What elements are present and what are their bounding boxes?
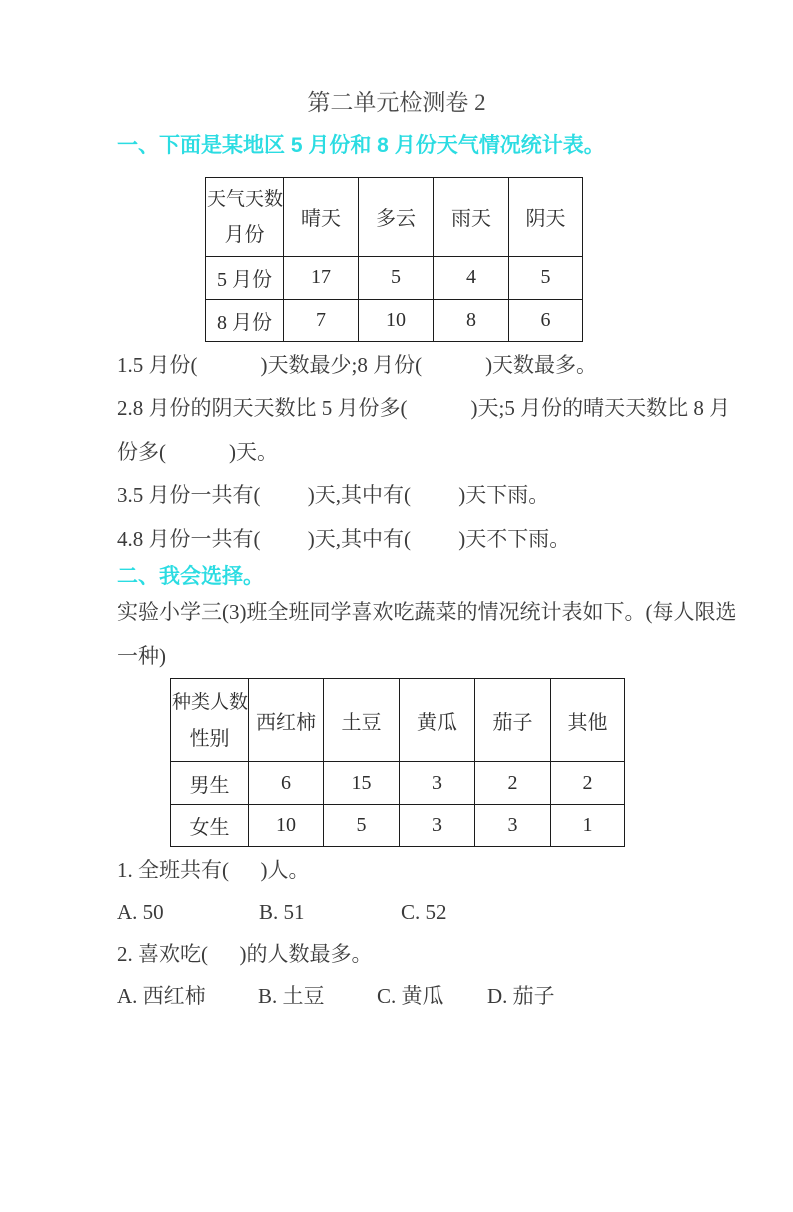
- table-cell: 2: [551, 762, 625, 805]
- corner-label-gender: 性别: [189, 728, 230, 751]
- table-row-may: [206, 256, 583, 299]
- option-a: A. 50: [117, 900, 164, 925]
- col-header-other: 其他: [551, 679, 625, 762]
- section-2-intro: [117, 591, 793, 678]
- col-header-cucumber: 黄瓜: [400, 679, 475, 762]
- weather-table-corner-cell: [206, 177, 284, 256]
- table-row-august: [206, 299, 583, 341]
- question-1: 1.5 月份( )天数最少;8 月份( )天数最多。: [117, 352, 598, 377]
- corner-label-month: 月份: [224, 224, 265, 247]
- col-header-sunny: 晴天: [284, 177, 359, 256]
- table-cell: 3: [400, 805, 475, 847]
- worksheet-page: [0, 90, 793, 1212]
- section-1-heading: 一、下面是某地区 5 月份和 8 月份天气情况统计表。: [117, 134, 605, 158]
- table-cell: 8: [434, 299, 509, 341]
- table-cell: 10: [249, 805, 324, 847]
- table-cell: 3: [475, 805, 551, 847]
- choice-question-2-options: [117, 975, 793, 1017]
- table-cell: 4: [434, 256, 509, 299]
- table-cell: 5: [359, 256, 434, 299]
- col-header-cloudy: 多云: [359, 177, 434, 256]
- weather-table: [205, 177, 583, 342]
- table-cell: 5: [509, 256, 583, 299]
- corner-label-category: 种类人数: [172, 692, 249, 714]
- section-2-heading: 二、我会选择。: [117, 565, 264, 589]
- vegetable-table: [170, 678, 625, 847]
- intro-line-1: 实验小学三(3)班全班同学喜欢吃蔬菜的情况统计表如下。(每人限选: [117, 600, 737, 625]
- option-d: D. 茄子: [487, 984, 555, 1009]
- option-b: B. 土豆: [258, 984, 325, 1009]
- table-cell: 2: [475, 762, 551, 805]
- col-header-tomato: 西红柿: [249, 679, 324, 762]
- choice-question-1-options: [117, 891, 793, 933]
- table-cell: 7: [284, 299, 359, 341]
- question-4: 4.8 月份一共有( )天,其中有( )天不下雨。: [117, 526, 571, 551]
- table-cell: 15: [324, 762, 400, 805]
- row-label-boys: 男生: [171, 762, 249, 805]
- question-2-line-1: 2.8 月份的阴天天数比 5 月份多( )天;5 月份的晴天天数比 8 月: [117, 396, 731, 421]
- option-c: C. 52: [401, 900, 447, 925]
- table-cell: 1: [551, 805, 625, 847]
- question-2-line-2: 份多( )天。: [117, 439, 278, 464]
- table-cell: 5: [324, 805, 400, 847]
- col-header-potato: 土豆: [324, 679, 400, 762]
- section-1-questions: [117, 344, 793, 562]
- table-cell: 10: [359, 299, 434, 341]
- col-header-rainy: 雨天: [434, 177, 509, 256]
- option-c: C. 黄瓜: [377, 984, 444, 1009]
- option-b: B. 51: [259, 900, 305, 925]
- table-row-girls: [171, 805, 625, 847]
- intro-line-2: 一种): [117, 643, 166, 668]
- col-header-eggplant: 茄子: [475, 679, 551, 762]
- question-3: 3.5 月份一共有( )天,其中有( )天下雨。: [117, 483, 550, 508]
- row-label-august: 8 月份: [206, 299, 284, 341]
- table-row-boys: [171, 762, 625, 805]
- table-cell: 3: [400, 762, 475, 805]
- vegetable-table-corner-cell: [171, 679, 249, 762]
- row-label-may: 5 月份: [206, 256, 284, 299]
- table-cell: 6: [509, 299, 583, 341]
- choice-question-2: 2. 喜欢吃( )的人数最多。: [117, 942, 373, 967]
- corner-label-weather: 天气天数: [207, 188, 284, 210]
- choice-question-1: 1. 全班共有( )人。: [117, 858, 310, 883]
- table-cell: 6: [249, 762, 324, 805]
- weather-table-header-row: [206, 177, 583, 256]
- table-cell: 17: [284, 256, 359, 299]
- page-title: 第二单元检测卷 2: [307, 90, 486, 115]
- option-a: A. 西红柿: [117, 984, 206, 1009]
- vegetable-table-header-row: [171, 679, 625, 762]
- section-2-questions: [117, 849, 793, 1017]
- row-label-girls: 女生: [171, 805, 249, 847]
- col-header-overcast: 阴天: [509, 177, 583, 256]
